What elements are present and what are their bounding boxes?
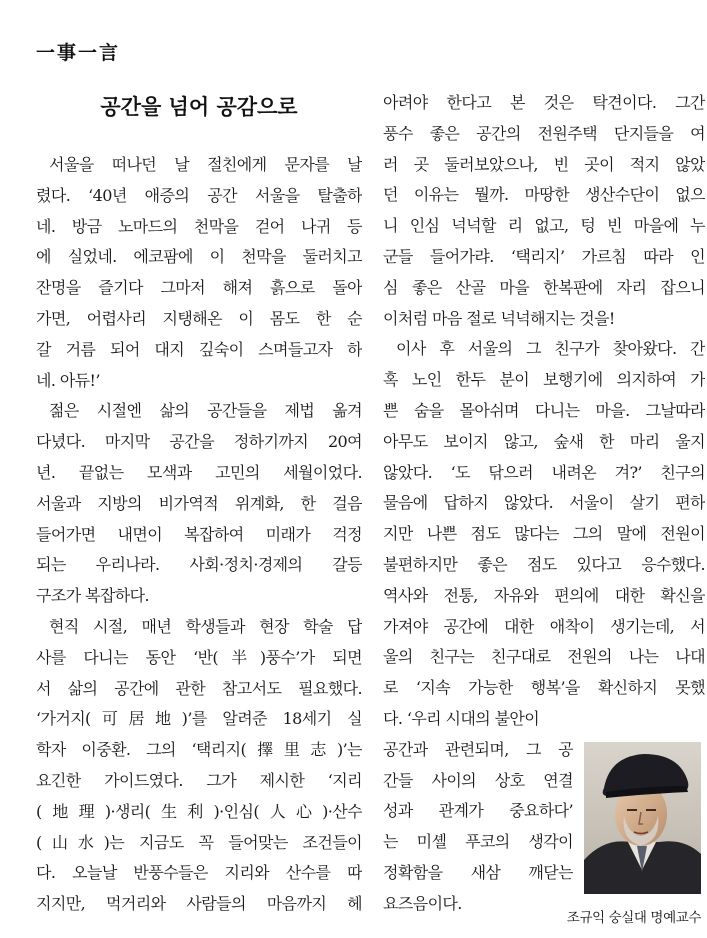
text-line: 서울과 지방의 비가역적 위계화, 한 걸음 [36, 493, 362, 513]
text-line: 들어가면 내면이 복잡하여 미래가 걱정 [36, 524, 362, 544]
text-line: 현직 시절, 매년 학생들과 현장 학술 답 [49, 616, 362, 636]
text-line: 물음에 답하지 않았다. 서울이 살기 편하 [383, 493, 705, 513]
text-line: 울의 친구는 친구대로 전원의 나는 나대 [383, 647, 705, 667]
text-line: 던 이유는 뭘까. 마땅한 생산수단이 없으 [383, 185, 705, 205]
text-line: 로 ‘지속 가능한 행복’을 확신하지 못했 [383, 678, 705, 698]
text-line: 군들 들어가랴. ‘택리지’ 가르침 따라 인 [383, 246, 705, 266]
text-line: 이처럼 마음 절로 넉넉해지는 것을! [383, 308, 615, 328]
text-line: 혹 노인 한두 분이 보행기에 의지하여 가 [383, 370, 705, 390]
text-line: 다. ‘우리 시대의 불안이 [383, 708, 540, 728]
text-line: 간들 사이의 상호 연결 [383, 770, 573, 790]
text-line: 구조가 복잡하다. [36, 586, 149, 606]
text-line: ‘가거지(可居地)’를 알려준 18세기 실 [36, 709, 362, 729]
text-line: 이사 후 서울의 그 친구가 찾아왔다. 간 [396, 339, 705, 359]
text-line: 서 삶의 공간에 관한 참고서도 필요했다. [36, 678, 362, 698]
text-line: 잔명을 즐기다 그마저 해져 흙으로 돌아 [36, 278, 362, 298]
text-line: (山水)는 지금도 꼭 들어맞는 조건들이 [36, 832, 362, 852]
text-line: 러 곳 둘러보았으나, 빈 곳이 적지 않았 [383, 154, 705, 174]
text-line: 서울을 떠나던 날 절친에게 문자를 날 [49, 155, 362, 174]
text-line: 풍수 좋은 공간의 전원주택 단지들을 여 [383, 123, 705, 143]
text-line: 젊은 시절엔 삶의 공간들을 제법 옮겨 [49, 401, 362, 421]
text-line: 네. 방금 노마드의 천막을 걷어 나귀 등 [36, 216, 362, 236]
text-line: 쁜 숨을 몰아쉬며 다니는 마을. 그날따라 [383, 400, 705, 420]
author-byline: 조규익 숭실대 명예교수 [566, 910, 701, 926]
text-line: 아려야 한다고 본 것은 탁견이다. 그간 [383, 93, 705, 112]
text-line: 갈 거름 되어 대지 깊숙이 스며들고자 하 [36, 339, 362, 359]
text-line: 사를 다니는 동안 ‘반(半)풍수’가 되면 [36, 647, 362, 667]
author-portrait-icon [584, 742, 701, 894]
author-photo [584, 742, 701, 894]
text-line: 역사와 전통, 자유와 편의에 대한 확신을 [383, 585, 705, 605]
text-line: 지지만, 먹거리와 사람들의 마음까지 헤 [36, 894, 362, 914]
text-line: 가면, 어렵사리 지탱해온 이 몸도 한 순 [36, 308, 362, 328]
text-line: 정확함을 새삼 깨닫는 [383, 862, 573, 882]
text-line: 학자 이중환. 그의 ‘택리지(擇里志)’는 [36, 740, 362, 760]
text-line: 다. 오늘날 반풍수들은 지리와 산수를 따 [36, 863, 362, 883]
text-line: 않았다. ‘도 닦으러 내려온 겨?’ 친구의 [383, 462, 705, 482]
text-line: (地理)·생리(生利)·인심(人心)·산수 [36, 801, 362, 821]
text-line: 다녔다. 마지막 공간을 정하기까지 20여 [36, 432, 362, 452]
article-column-left [36, 150, 362, 920]
text-line: 불편하지만 좋은 점도 있다고 응수했다. [383, 554, 705, 574]
text-line: 요즈음이다. [383, 893, 462, 913]
text-line: 렸다. ‘40년 애증의 공간 서울을 탈출하 [36, 185, 362, 205]
text-line: 는 미셸 푸코의 생각이 [383, 832, 573, 852]
text-line: 에 실었네. 에코팜에 이 천막을 둘러치고 [36, 247, 362, 267]
text-line: 가져야 공간에 대한 애착이 생기는데, 서 [383, 616, 705, 636]
text-line: 지만 나쁜 점도 많다는 그의 말에 전원이 [383, 524, 705, 544]
text-line: 아무도 보이지 않고, 숲새 한 마리 울지 [383, 431, 705, 451]
headline: 공간을 넘어 공감으로 [100, 95, 298, 119]
text-line: 년. 끝없는 모색과 고민의 세월이었다. [36, 462, 362, 482]
text-line: 되는 우리나라. 사회·정치·경제의 갈등 [36, 555, 362, 575]
text-line: 심 좋은 산골 마을 한복판에 자리 잡으니 [383, 277, 705, 297]
text-line: 공간과 관련되며, 그 공 [383, 739, 573, 759]
text-line: 네. 아듀!’ [36, 370, 100, 390]
text-line: 니 인심 넉넉할 리 없고, 텅 빈 마을에 누 [383, 216, 705, 236]
text-line: 요긴한 가이드였다. 그가 제시한 ‘지리 [36, 770, 362, 790]
column-name: 一事一言 [36, 42, 121, 64]
text-line: 성과 관계가 중요하다’ [383, 801, 573, 821]
